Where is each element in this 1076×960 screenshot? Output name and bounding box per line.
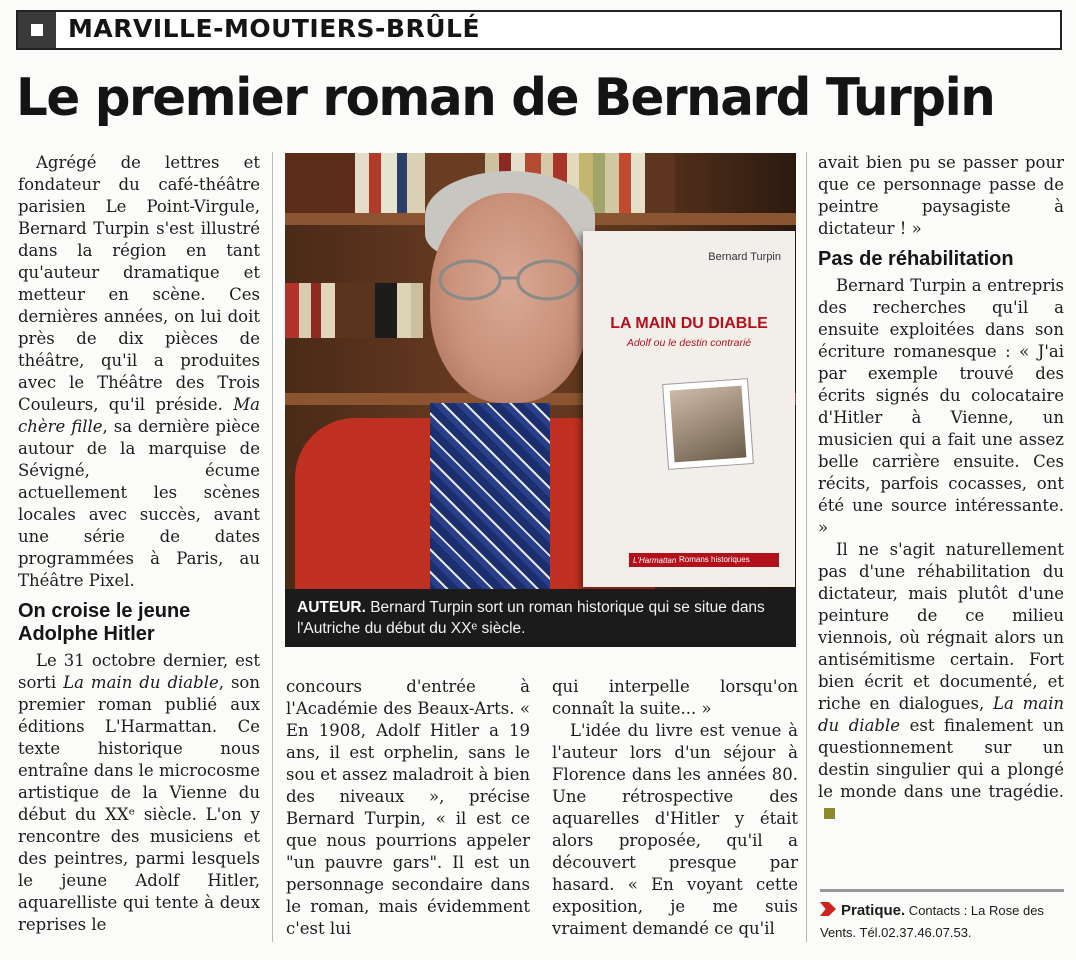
article-column-3: [552, 676, 798, 940]
section-title: MARVILLE-MOUTIERS-BRÛLÉ: [68, 14, 481, 43]
subheading: Pas de réhabilitation: [818, 248, 1014, 270]
book-author: Bernard Turpin: [708, 251, 781, 263]
book-publisher: L'Harmattan: [633, 556, 677, 565]
book-subtitle: Adolf ou le destin contrarié: [626, 337, 752, 349]
book-cover: [583, 231, 795, 587]
paragraph: avait bien pu se passer pour que ce personnage passe de peintre paysagiste à dictateur ! »: [818, 153, 1064, 238]
photo-caption: AUTEUR. Bernard Turpin sort un roman historique qui se situe dans l'Autriche du début du XXᵉ siècle.: [285, 589, 796, 647]
headline: Le premier roman de Bernard Turpin: [16, 68, 995, 128]
article-column-1: [18, 152, 260, 936]
pratique-label: Pratique.: [841, 902, 906, 919]
pratique-text: Contacts : La Rose des Vents. Tél.02.37.46.07.53.: [820, 903, 1044, 940]
paragraph: Le 31 octobre dernier, est sorti La main du diable, son premier roman publié aux éditions L'Harmattan. Ce texte historique nous entraîne dans le microcosme artistique de la Vienne du début du XXᵉ siècle. L'on y rencontre des musiciens et des peintres, parmi lesquels le jeune Adolf Hitler, aquarelliste qui tente à deux reprises le: [18, 651, 260, 934]
paragraph: Bernard Turpin a entrepris des recherches qu'il a ensuite exploitées dans son écriture romanesque : « J'ai par exemple trouvé des écrits signés du colocataire d'Hitler à Vienne, un musicien qui a fait une assez belle carrière ensuite. Ces récits, parfois cocasses, ont été une source intéressante. »: [818, 276, 1064, 537]
book-title: LA MAIN DU DIABLE: [610, 315, 768, 332]
section-square-icon: [18, 12, 56, 48]
arrow-right-icon: [820, 902, 836, 916]
section-header: [16, 10, 1062, 50]
pratique-box: [820, 900, 1066, 944]
paragraph: qui interpelle lorsqu'on connaît la suite... »: [552, 677, 798, 718]
paragraph: Il ne s'agit naturellement pas d'une réhabilitation du dictateur, mais plutôt d'une peinture de ce milieu viennois, où régnait alors un antisémitisme certain. Fort bien écrit et documenté, et riche en dialogues, La main du diable est finalement un questionnement sur un destin singulier qui a plongé le monde dans une tragédie.: [818, 539, 1064, 825]
book-collection: Romans historiques: [679, 555, 750, 564]
author-photo: [285, 153, 796, 589]
pratique-divider: [820, 889, 1064, 892]
column-divider: [272, 152, 273, 942]
plaid-shirt: [430, 403, 550, 589]
glasses-icon: [435, 258, 585, 302]
paragraph: concours d'entrée à l'Académie des Beaux-Arts. « En 1908, Adolf Hitler a 19 ans, il est orphelin, sans le sou et assez maladroit à bien des niveaux », précise Bernard Turpin, « il est ce que nous pourrions appeler "un pauvre gars". Il est un personnage secondaire dans le roman, mais évidemment c'est lui: [286, 677, 530, 938]
paragraph: L'idée du livre est venue à l'auteur lors d'un séjour à Florence dans les années 80. Une rétrospective des aquarelles d'Hitler y était alors proposée, qu'il a découvert presque par hasard. « En voyant cette exposition, je me suis vraiment demandé ce qu'il: [552, 721, 798, 938]
article-column-2: [286, 676, 530, 940]
book-child-photo: [662, 378, 754, 470]
column-divider: [806, 152, 807, 942]
paragraph: Agrégé de lettres et fondateur du café-théâtre parisien Le Point-Virgule, Bernard Turpin s'est illustré dans la région en tant qu'auteur dramatique et metteur en scène. Ces dernières années, on lui doit près de dix pièces de théâtre, qu'il a produites avec le Théâtre des Trois Couleurs, qu'il préside. Ma chère fille, sa dernière pièce autour de la marquise de Sévigné, écume actuellement les scènes locales avec succès, avant une série de dates programmées à Paris, au Théâtre Pixel.: [18, 153, 260, 590]
end-mark-icon: [824, 808, 835, 819]
subheading: On croise le jeune Adolphe Hitler: [18, 600, 191, 645]
caption-label: AUTEUR.: [297, 599, 366, 616]
article-column-4: [818, 152, 1064, 825]
